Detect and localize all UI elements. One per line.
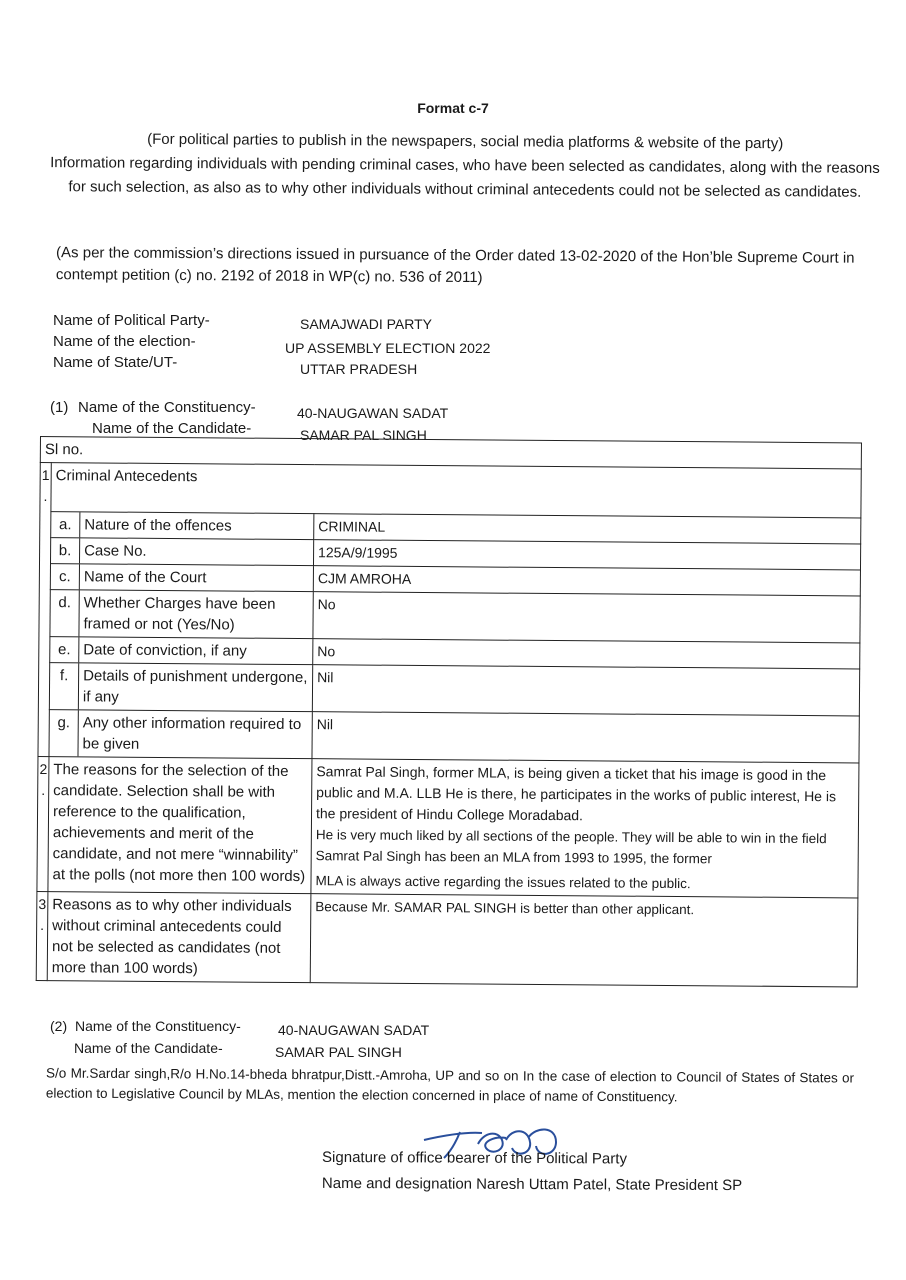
section-2-constituency-label: Name of the Constituency- xyxy=(75,1018,241,1034)
designation-line: Name and designation Naresh Uttam Patel, State President SP xyxy=(321,1174,743,1195)
selection-reasons-line-3: MLA is always active regarding the issues related to the public. xyxy=(315,873,691,892)
election-label: Name of the election- xyxy=(53,333,196,350)
row-number-1: 1 . xyxy=(38,463,51,757)
directions-text: (As per the commission’s directions issued in pursuance of the Order dated 13-02-2020 of the Hon’ble Supreme Court in contempt petition (c) no. 2192 of 2018 in WP(c) no. 536 of 2011) xyxy=(55,244,855,287)
item-label: Details of punishment undergone, if any xyxy=(82,667,308,706)
selection-reasons-line-1: Samrat Pal Singh, former MLA, is being given a ticket that his image is good in the public and M.A. LLB He is there, he participates in the works of public interest, He is the president of Hindu College Moradabad. xyxy=(315,763,837,824)
item-letter: a. xyxy=(51,512,80,537)
item-letter: c. xyxy=(51,564,80,589)
other-individuals-reasons-label: Reasons as to why other individuals without criminal antecedents could not be selected as candidates (not more than 100 words) xyxy=(47,892,311,983)
item-value: Nil xyxy=(312,665,859,716)
selection-reasons-value xyxy=(311,759,859,898)
row-number-2: 2 . xyxy=(37,756,49,891)
item-value: 125A/9/1995 xyxy=(313,540,860,570)
state-value: UTTAR PRADESH xyxy=(300,361,418,377)
item-letter: d. xyxy=(50,590,79,636)
item-label: Name of the Court xyxy=(83,568,207,587)
section-2-info xyxy=(50,1016,470,1058)
party-value: SAMAJWADI PARTY xyxy=(300,316,432,332)
table-row xyxy=(36,891,858,986)
item-label: Nature of the offences xyxy=(84,516,232,535)
table-row xyxy=(38,709,859,762)
section-2-candidate-value: SAMAR PAL SINGH xyxy=(275,1044,402,1060)
item-value: CRIMINAL xyxy=(314,514,861,544)
item-value: Nil xyxy=(312,712,859,763)
election-value: UP ASSEMBLY ELECTION 2022 xyxy=(285,340,491,356)
item-letter: e. xyxy=(50,637,79,662)
section-1-number: (1) xyxy=(50,399,69,416)
table-row xyxy=(39,589,860,642)
section-2-number: (2) xyxy=(50,1018,68,1034)
item-label: Case No. xyxy=(84,542,147,560)
constituency-label: Name of the Constituency- xyxy=(78,399,256,416)
intro-line-2: Information regarding individuals with pending criminal cases, who have been selected as candidates, along with the reasons for such selection, as also as to why other individuals without criminal antecedents could not be selected as candidates. xyxy=(50,154,880,201)
candidate-label: Name of the Candidate- xyxy=(92,420,252,437)
item-label: Whether Charges have been framed or not (Yes/No) xyxy=(83,594,276,634)
item-letter: b. xyxy=(51,538,80,563)
section-1-info xyxy=(50,397,490,443)
item-label: Date of conviction, if any xyxy=(83,641,247,660)
sl-no-header: Sl no. xyxy=(40,437,861,469)
intro-text xyxy=(50,127,880,205)
state-label: Name of State/UT- xyxy=(53,354,178,371)
table-row xyxy=(38,662,859,715)
other-individuals-reasons-value: Because Mr. SAMAR PAL SINGH is better than other applicant. xyxy=(310,894,858,987)
item-value: No xyxy=(313,639,860,669)
party-label: Name of Political Party- xyxy=(53,312,210,329)
item-value: No xyxy=(313,592,860,643)
item-letter: g. xyxy=(49,710,78,756)
row-number-3: 3 . xyxy=(36,891,48,980)
table-row xyxy=(40,463,861,518)
section-2-candidate-label: Name of the Candidate- xyxy=(74,1040,223,1056)
document-title: Format c-7 xyxy=(417,100,489,116)
table-row xyxy=(37,756,859,897)
section-2-constituency-value: 40-NAUGAWAN SADAT xyxy=(278,1022,430,1038)
constituency-value: 40-NAUGAWAN SADAT xyxy=(297,405,449,421)
criminal-antecedents-table xyxy=(36,436,862,987)
intro-line-1: (For political parties to publish in the newspapers, social media platforms & website of the party) xyxy=(147,130,784,153)
candidate-value: SAMAR PAL SINGH xyxy=(300,427,427,443)
item-letter: f. xyxy=(50,663,79,709)
selection-reasons-line-2: He is very much liked by all sections of the people. They will be able to win in the field Samrat Pal Singh has been an MLA from 1993 to 1995, the former xyxy=(315,827,827,867)
footer-note: S/o Mr.Sardar singh,R/o H.No.14-bheda bhratpur,Distt.-Amroha, UP and so on In the case of election to Council of States of States or election to Legislative Council by MLAs, mention the election concerned in place of name of Constituency. xyxy=(45,1065,855,1105)
signature-line: Signature of office bearer of the Political Party xyxy=(322,1148,628,1168)
item-label: Any other information required to be given xyxy=(82,714,302,753)
party-info xyxy=(53,310,533,376)
criminal-antecedents-heading: Criminal Antecedents xyxy=(51,463,861,518)
item-value: CJM AMROHA xyxy=(313,566,860,596)
signature-block xyxy=(322,1145,743,1199)
selection-reasons-label: The reasons for the selection of the candidate. Selection shall be with reference to the qualification, achievements and merit of the candidate, and not mere “winnability” at the polls (not more then 100 words) xyxy=(48,757,312,894)
